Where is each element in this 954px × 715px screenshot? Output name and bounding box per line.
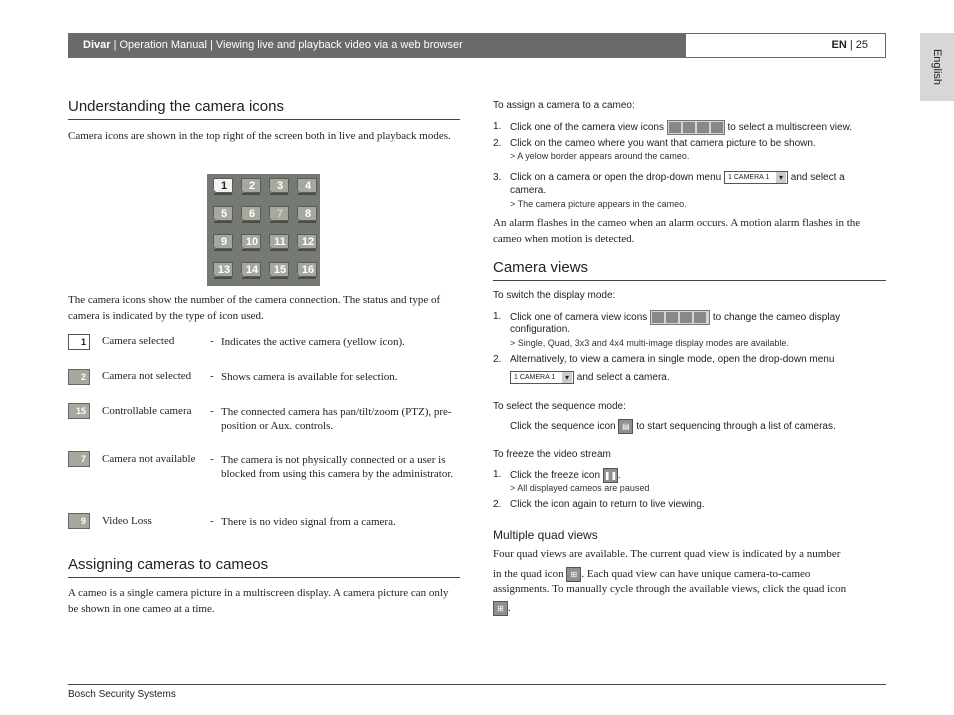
header-title-text: | Operation Manual | Viewing live and playback video via a web browser: [110, 39, 463, 51]
legend-label: Camera not selected: [102, 370, 192, 382]
camera-6-icon[interactable]: 6: [238, 206, 264, 224]
legend-description: Shows camera is available for selection.: [221, 371, 398, 383]
camera-16-icon[interactable]: 16: [294, 262, 320, 280]
camera-selected-icon: 1: [68, 334, 90, 350]
footer-company: Bosch Security Systems: [68, 689, 176, 700]
section-title-assigning: Assigning cameras to cameos: [68, 556, 269, 573]
step-note: > A yelow border appears around the cameo.: [510, 151, 690, 161]
camera-icons-intro: Camera icons are shown in the top right of the screen both in live and playback modes.: [68, 130, 451, 142]
legend-label: Camera not available: [102, 453, 196, 465]
quad-text: in the quad icon: [493, 568, 564, 581]
camera-view-icons[interactable]: [667, 120, 725, 135]
step-note: > Single, Quad, 3x3 and 4x4 multi-image display modes are available.: [510, 338, 789, 348]
legend-dash: -: [210, 405, 214, 417]
step-text: Click one of camera view icons: [510, 312, 648, 324]
quad-text-line3: assignments. To manually cycle through the available views, click the quad icon: [493, 583, 847, 595]
quad-icon[interactable]: ⊞: [566, 567, 581, 582]
sequence-intro: To select the sequence mode:: [493, 401, 626, 412]
sequence-icon[interactable]: ▤: [618, 419, 633, 434]
step-text: and select a: [790, 172, 845, 184]
step-text: Click the icon again to return to live viewing.: [510, 499, 705, 510]
step-text: Click the sequence icon: [510, 421, 616, 433]
step-note: > The camera picture appears in the cameo.: [510, 199, 687, 209]
section-title-camera-views: Camera views: [493, 259, 589, 276]
quad-text-line2: [493, 567, 810, 582]
legend-dash: -: [210, 335, 214, 347]
step-number: 2.: [493, 354, 502, 365]
header-title: [68, 33, 686, 58]
step-note: > All displayed cameos are paused: [510, 483, 650, 493]
legend-dash: -: [210, 515, 214, 527]
assign-intro: To assign a camera to a cameo:: [493, 100, 635, 111]
language-tab-label: English: [931, 48, 943, 86]
camera-12-icon[interactable]: 12: [294, 234, 320, 252]
camera-icons-para: The camera icons show the number of the camera connection. The status and type of camera is indicated by the type of icon used.: [68, 294, 441, 322]
footer-rule: [68, 684, 886, 685]
language-tab: [920, 33, 954, 101]
freeze-icon[interactable]: ❚❚: [603, 468, 618, 483]
section-rule: [68, 119, 460, 120]
header-page-number: | 25: [846, 39, 868, 51]
camera-15-icon[interactable]: 15: [266, 262, 292, 280]
section-title-camera-icons: Understanding the camera icons: [68, 98, 284, 115]
step-text: Click on the cameo where you want that camera picture to be shown.: [510, 138, 816, 149]
camera-8-icon[interactable]: 8: [294, 206, 320, 224]
quad-text: . Each quad view can have unique camera-to-cameo: [581, 568, 811, 581]
camera-7-icon[interactable]: 7: [266, 206, 292, 224]
legend-label: Controllable camera: [102, 405, 192, 417]
camera-2-icon[interactable]: 2: [238, 178, 264, 196]
header-brand: Divar: [83, 39, 111, 51]
step-number: 1.: [493, 121, 502, 132]
camera-1-icon[interactable]: 1: [210, 178, 236, 196]
legend-label: Camera selected: [102, 335, 175, 347]
step-number: 2.: [493, 499, 502, 510]
camera-13-icon[interactable]: 13: [210, 262, 236, 280]
camera-view-icons[interactable]: [650, 310, 710, 325]
camera-4-icon[interactable]: 4: [294, 178, 320, 196]
camera-dropdown[interactable]: 1 CAMERA 1 ▾: [724, 171, 788, 184]
camera-14-icon[interactable]: 14: [238, 262, 264, 280]
video-loss-icon: 9: [68, 513, 90, 529]
quad-cycle-icon[interactable]: ⊞: [493, 601, 508, 616]
step-text: camera.: [510, 185, 547, 196]
step-text: to select a multiscreen view.: [727, 122, 853, 134]
camera-not-available-icon: 7: [68, 451, 90, 467]
step-number: 1.: [493, 311, 502, 322]
sequence-instruction: [510, 419, 836, 434]
step-number: 2.: [493, 138, 502, 149]
quad-text: .: [508, 602, 511, 615]
camera-not-selected-icon: 2: [68, 369, 90, 385]
step-text: Click the freeze icon: [510, 470, 601, 482]
step-text: and select a camera.: [576, 372, 670, 384]
section-rule: [493, 280, 886, 281]
quad-views-title: Multiple quad views: [493, 528, 598, 542]
step-text: configuration.: [510, 324, 571, 335]
legend-description: Indicates the active camera (yellow icon).: [221, 336, 405, 348]
switch-intro: To switch the display mode:: [493, 290, 616, 301]
legend-description: The connected camera has pan/tilt/zoom (PTZ), pre-position or Aux. controls.: [221, 406, 452, 432]
header-lang: EN: [831, 39, 847, 51]
camera-10-icon[interactable]: 10: [238, 234, 264, 252]
step-text: to change the cameo display: [712, 312, 841, 324]
camera-3-icon[interactable]: 3: [266, 178, 292, 196]
controllable-camera-icon: 15: [68, 403, 90, 419]
step-number: 3.: [493, 172, 502, 183]
camera-icon-grid: [207, 174, 320, 286]
camera-dropdown[interactable]: 1 CAMERA 1 ▾: [510, 371, 574, 384]
quad-text-line1: Four quad views are available. The current quad view is indicated by a number: [493, 548, 841, 560]
legend-description: There is no video signal from a camera.: [221, 516, 396, 528]
step-text: Alternatively, to view a camera in single mode, open the drop-down menu: [510, 354, 835, 365]
step-number: 1.: [493, 469, 502, 480]
step-text: Click one of the camera view icons: [510, 122, 664, 134]
legend-description: The camera is not physically connected or a user is blocked from using this camera by the administrator.: [221, 454, 454, 480]
header-page-info: [686, 33, 886, 58]
alarm-text: An alarm flashes in the cameo when an alarm occurs. A motion alarm flashes in the cameo when motion is detected.: [493, 217, 861, 245]
legend-dash: -: [210, 370, 214, 382]
step-text: Click on a camera or open the drop-down menu: [510, 172, 722, 184]
step-text: to start sequencing through a list of cameras.: [636, 421, 836, 433]
quad-text-line4: [493, 601, 511, 616]
camera-9-icon[interactable]: 9: [210, 234, 236, 252]
assigning-text: A cameo is a single camera picture in a multiscreen display. A camera picture can only be shown in one cameo at a time.: [68, 587, 449, 615]
switch-step-2-line2: [510, 371, 670, 384]
step-text: .: [617, 470, 621, 482]
legend-dash: -: [210, 453, 214, 465]
camera-11-icon[interactable]: 11: [266, 234, 292, 252]
freeze-intro: To freeze the video stream: [493, 449, 611, 460]
legend-label: Video Loss: [102, 515, 152, 527]
section-rule: [68, 577, 460, 578]
camera-5-icon[interactable]: 5: [210, 206, 236, 224]
